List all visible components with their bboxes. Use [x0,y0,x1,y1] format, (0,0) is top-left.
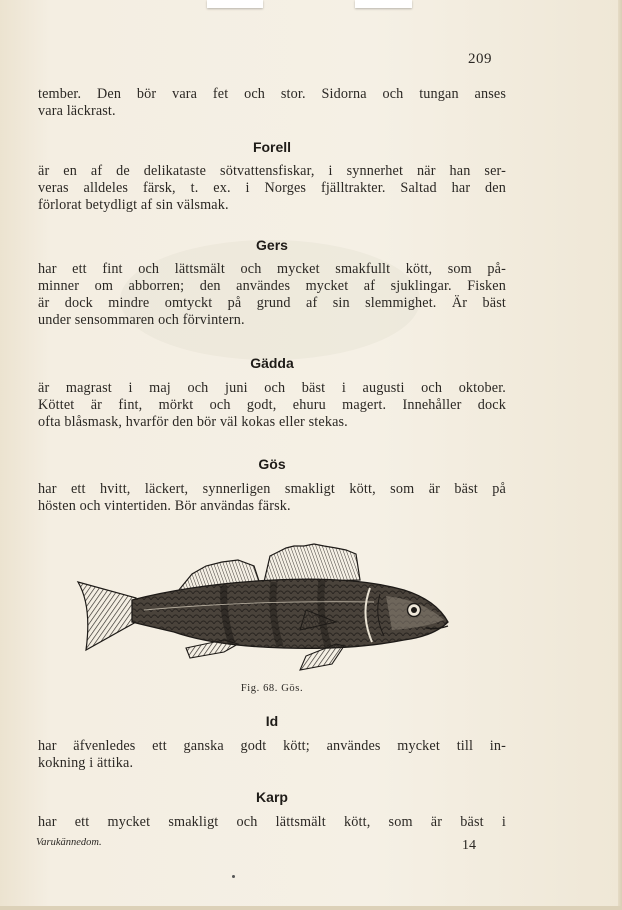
text-line: vara läckrast. [38,103,116,119]
text-line: har ett hvitt, läckert, synnerligen smakligt kött, som är bäst på [38,481,506,497]
paragraph-gadda [38,380,506,431]
text-line: har äfvenledes ett ganska godt kött; användes mycket till in- [38,738,506,754]
page-edge-bottom [0,906,622,910]
text-line: ofta blåsmask, hvarför den bör väl kokas eller stekas. [38,414,348,430]
text-line: har ett mycket smakligt och lättsmält kött, som är bäst i [38,814,506,830]
text-line: under sensommaren och förvintern. [38,312,245,328]
ink-speck [232,875,235,878]
text-line: har ett fint och lättsmält och mycket smakfullt kött, som på- [38,261,506,277]
paragraph-gos [38,481,506,515]
text-line: är dock mindre omtyckt på grund af sin slemmighet. Är bäst [38,295,506,311]
paragraph-forell [38,163,506,214]
heading-gadda: Gädda [250,355,294,371]
heading-karp: Karp [256,789,288,805]
paragraph-karp [38,814,506,831]
text-line: är magrast i maj och juni och bäst i augusti och oktober. [38,380,506,396]
paragraph-id [38,738,506,772]
heading-gers: Gers [256,237,288,253]
text-line: är en af de delikataste sötvattensfiskar, i synnerhet när han ser- [38,163,506,179]
heading-forell: Forell [252,139,292,155]
text-line: kokning i ättika. [38,755,134,771]
figure-caption: Fig. 68. Gös. [240,683,304,694]
anal-fin [186,640,238,658]
text-line: Köttet är fint, mörkt och godt, ehuru magert. Innehåller dock [38,397,506,413]
text-line: hösten och vintertiden. Bör användas färsk. [38,498,291,514]
fish-illustration [74,540,452,675]
paragraph-gers [38,261,506,329]
heading-id: Id [265,713,279,729]
heading-gos: Gös [258,456,286,472]
text-line: veras alldeles färsk, t. ex. i Norges fjälltrakter. Saltad har den [38,180,506,196]
page-number: 209 [468,51,492,67]
text-line: tember. Den bör vara fet och stor. Sidorna och tungan anses [38,86,506,102]
spiny-dorsal-fin [264,544,360,582]
tail-fin [78,582,136,650]
paper-tab-right [355,0,412,8]
paragraph-intro [38,86,506,120]
paper-tab-left [207,0,263,8]
footer-sheet-number: 14 [462,838,476,853]
text-line: minner om abborren; den användes mycket af sjuklingar. Fisken [38,278,506,294]
page-edge-right [618,0,622,910]
footer-signature: Varukännedom. [36,837,102,848]
text-line: förlorat betydligt af sin välsmak. [38,197,229,213]
